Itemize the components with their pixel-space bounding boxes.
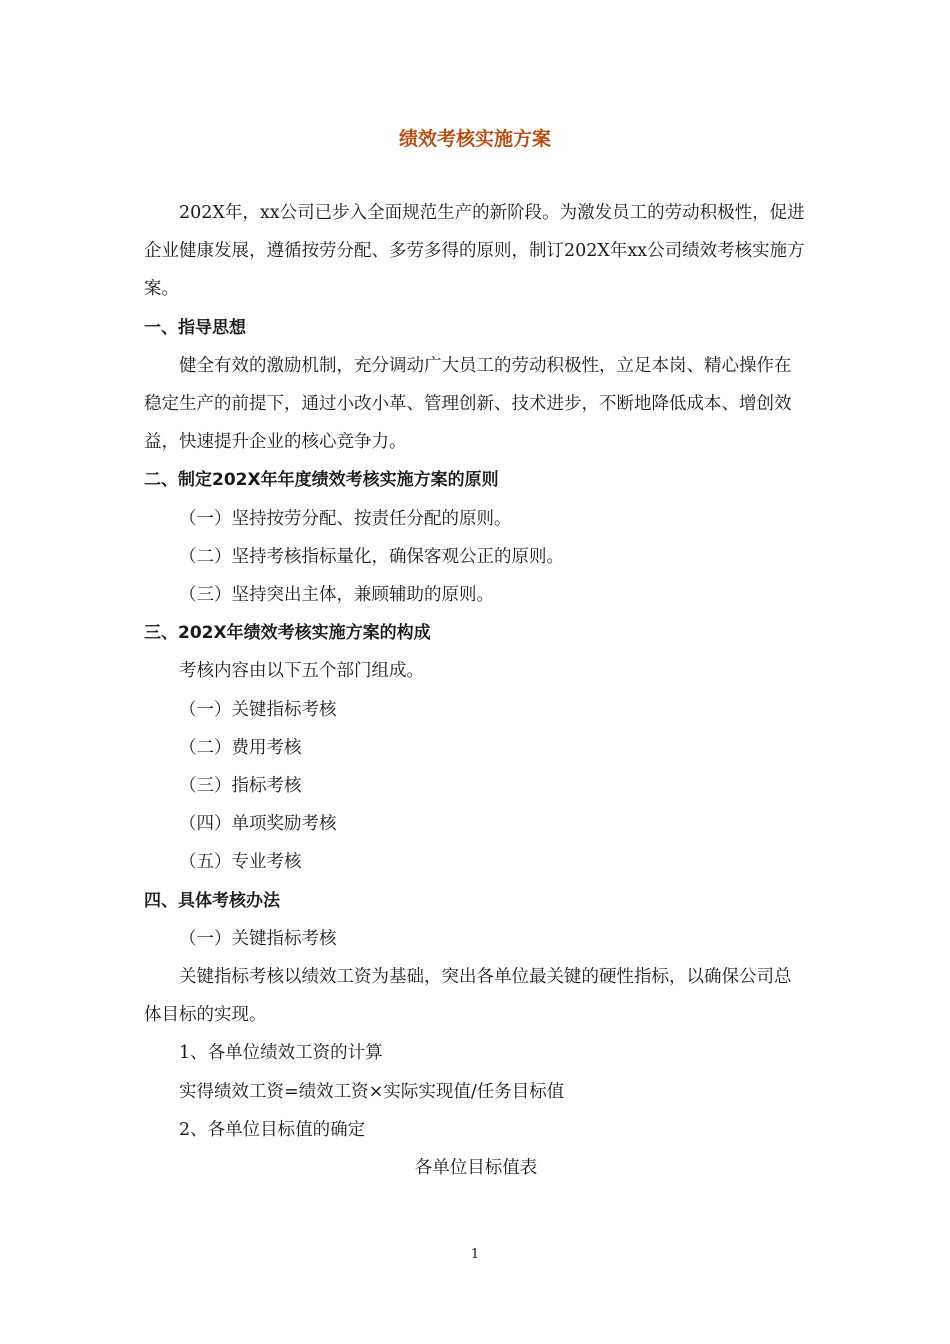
document-body <box>144 194 808 1187</box>
table-caption: 各单位目标值表 <box>414 1158 538 1179</box>
step-2: 2、各单位目标值的确定 <box>179 1119 366 1140</box>
principle-item: （三）坚持突出主体，兼顾辅助的原则。 <box>179 585 494 606</box>
principle-item: （一）坚持按劳分配、按责任分配的原则。 <box>179 508 512 529</box>
intro-paragraph: 202X年，xx公司已步入全面规范生产的新阶段。为激发员工的劳动积极性，促进企业健康发展，遵循按劳分配、多劳多得的原则，制订202X年xx公司绩效考核实施方案。 <box>144 203 805 300</box>
section-heading-3: 三、202X年绩效考核实施方案的构成 <box>144 623 431 644</box>
section-1-paragraph: 健全有效的激励机制，充分调动广大员工的劳动积极性，立足本岗、精心操作在稳定生产的前提下，通过小改小革、管理创新、技术进步，不断地降低成本、增创效益，快速提升企业的核心竞争力。 <box>144 355 792 453</box>
page-number: 1 <box>470 1247 480 1262</box>
section-3-lead: 考核内容由以下五个部门组成。 <box>179 661 424 682</box>
component-item: （一）关键指标考核 <box>179 699 337 720</box>
component-item: （四）单项奖励考核 <box>179 814 337 835</box>
section-4-paragraph: 关键指标考核以绩效工资为基础，突出各单位最关键的硬性指标，以确保公司总体目标的实现。 <box>144 967 792 1026</box>
formula: 实得绩效工资=绩效工资×实际实现值/任务目标值 <box>179 1081 565 1102</box>
principle-item: （二）坚持考核指标量化，确保客观公正的原则。 <box>179 546 564 567</box>
section-4-subheading: （一）关键指标考核 <box>179 928 337 949</box>
section-heading-2: 二、制定202X年年度绩效考核实施方案的原则 <box>144 470 499 491</box>
component-item: （三）指标考核 <box>179 776 302 797</box>
section-heading-1: 一、指导思想 <box>144 317 246 338</box>
component-item: （二）费用考核 <box>179 737 302 758</box>
document-title: 绩效考核实施方案 <box>398 128 551 150</box>
step-1: 1、各单位绩效工资的计算 <box>179 1043 383 1064</box>
component-item: （五）专业考核 <box>179 852 302 873</box>
section-heading-4: 四、具体考核办法 <box>144 890 280 911</box>
